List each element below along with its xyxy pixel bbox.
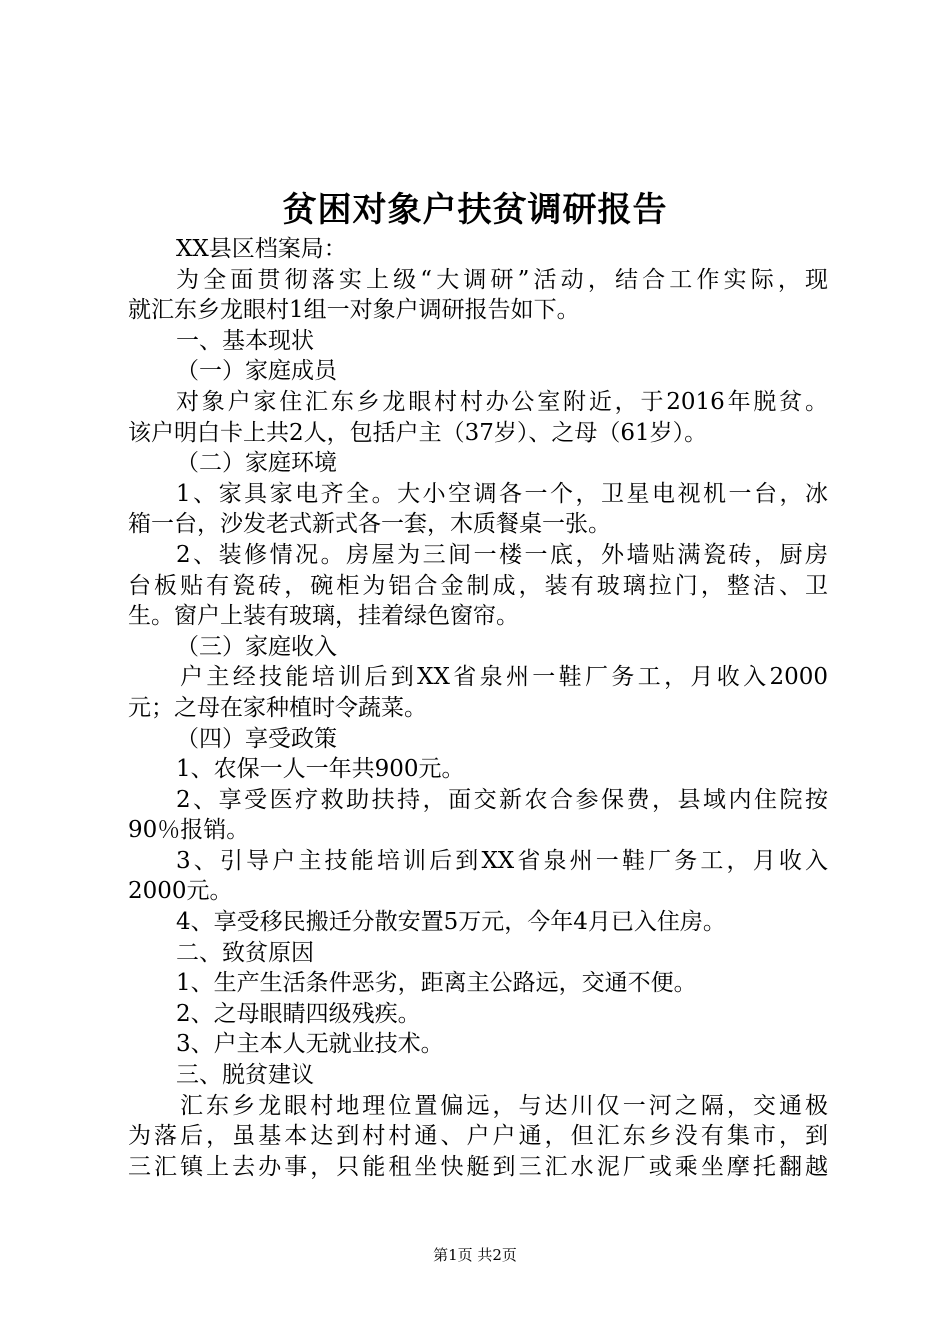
text-line: 2、装修情况。房屋为三间一楼一底，外墙贴满瓷砖，厨房 bbox=[176, 541, 828, 568]
text-line: 三、脱贫建议 bbox=[176, 1062, 314, 1089]
text-line: 对象户家住汇东乡龙眼村村办公室附近，于2016年脱贫。 bbox=[176, 388, 828, 415]
text-line: 元；之母在家种植时令蔬菜。 bbox=[128, 694, 427, 721]
text-line: 汇东乡龙眼村地理位置偏远，与达川仅一河之隔，交通极 bbox=[180, 1092, 828, 1119]
text-line: 为落后，虽基本达到村村通、户户通，但汇东乡没有集市，到 bbox=[128, 1123, 828, 1150]
text-line: （二）家庭环境 bbox=[176, 450, 337, 477]
document-title: 贫困对象户扶贫调研报告 bbox=[282, 190, 668, 230]
text-line: 90％报销。 bbox=[128, 817, 250, 844]
text-line: （三）家庭收入 bbox=[176, 633, 337, 660]
text-line: 二、致贫原因 bbox=[176, 939, 314, 966]
text-line: 4、享受移民搬迁分散安置5万元，今年4月已入住房。 bbox=[176, 909, 726, 936]
text-line: 1、生产生活条件恶劣，距离主公路远，交通不便。 bbox=[176, 970, 697, 997]
text-line: 台板贴有瓷砖，碗柜为铝合金制成，装有玻璃拉门，整洁、卫 bbox=[128, 572, 828, 599]
text-line: 生。窗户上装有玻璃，挂着绿色窗帘。 bbox=[128, 603, 519, 630]
text-line: 为全面贯彻落实上级“大调研”活动，结合工作实际，现 bbox=[176, 266, 828, 293]
text-line: 1、家具家电齐全。大小空调各一个，卫星电视机一台，冰 bbox=[176, 480, 828, 507]
text-line: XX县区档案局： bbox=[176, 236, 347, 262]
text-line: 一、基本现状 bbox=[176, 327, 314, 354]
text-line: 1、农保一人一年共900元。 bbox=[176, 756, 465, 783]
text-line: 2000元。 bbox=[128, 878, 233, 905]
text-line: （一）家庭成员 bbox=[176, 358, 337, 385]
text-line: 三汇镇上去办事，只能租坐快艇到三汇水泥厂或乘坐摩托翻越 bbox=[128, 1153, 828, 1180]
document-body bbox=[128, 234, 828, 1182]
page-footer: 第1页 共2页 bbox=[433, 1246, 517, 1264]
text-line: 户主经技能培训后到XX省泉州一鞋厂务工，月收入2000 bbox=[180, 664, 828, 691]
text-line: 箱一台，沙发老式新式各一套，木质餐桌一张。 bbox=[128, 511, 611, 538]
text-line: （四）享受政策 bbox=[176, 725, 337, 752]
text-line: 就汇东乡龙眼村1组一对象户调研报告如下。 bbox=[128, 297, 580, 324]
text-line: 3、户主本人无就业技术。 bbox=[176, 1031, 444, 1058]
text-line: 该户明白卡上共2人，包括户主（37岁）、之母（61岁）。 bbox=[128, 419, 708, 446]
text-line: 2、之母眼睛四级残疾。 bbox=[176, 1000, 421, 1027]
text-line: 3、引导户主技能培训后到XX省泉州一鞋厂务工，月收入 bbox=[176, 847, 828, 874]
text-line: 2、享受医疗救助扶持，面交新农合参保费，县域内住院按 bbox=[176, 786, 828, 813]
